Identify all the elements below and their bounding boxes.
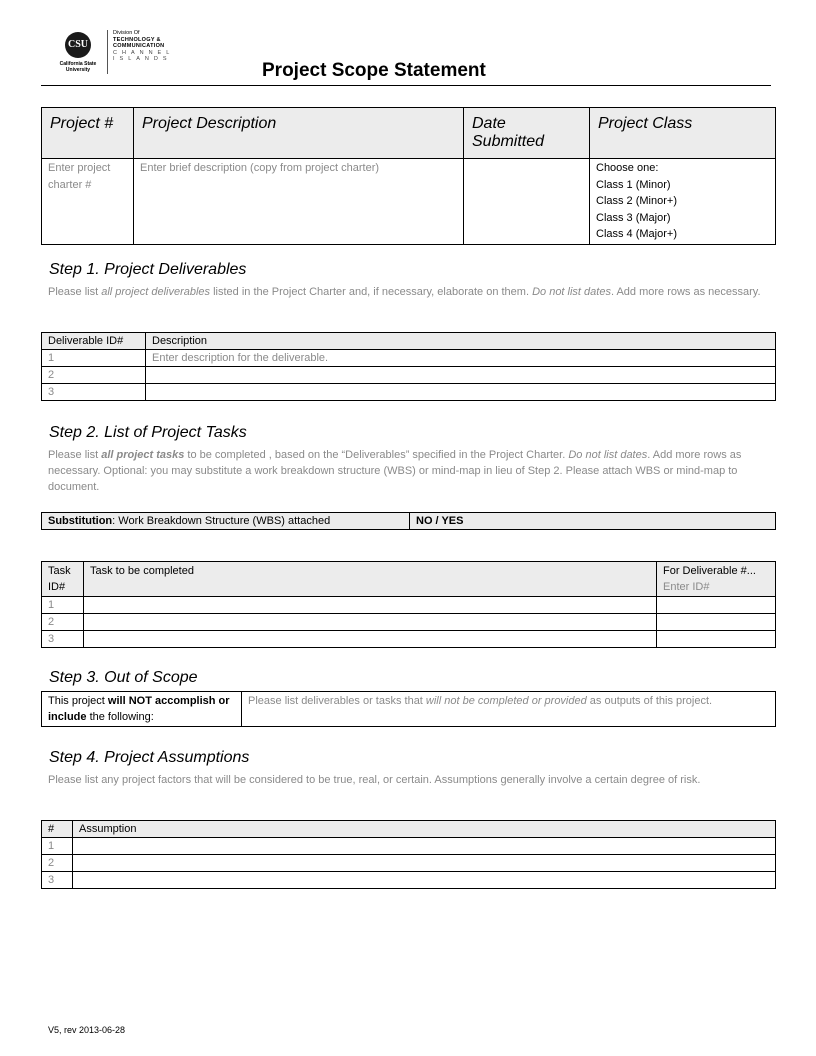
step2-heading: Step 2. List of Project Tasks — [49, 424, 247, 441]
task-cell[interactable] — [84, 614, 657, 631]
deliverable-id-cell: 2 — [42, 367, 146, 384]
header-project-class: Project Class — [590, 108, 776, 159]
task-id-cell: 1 — [42, 597, 84, 614]
class-option[interactable]: Class 3 (Major) — [596, 211, 671, 224]
header-deliverable-id: Deliverable ID# — [42, 333, 146, 350]
out-of-scope-label: This project will NOT accomplish or include the following: — [42, 692, 242, 727]
deliverable-description-cell[interactable]: Enter description for the deliverable. — [146, 350, 776, 367]
step2-instructions: Please list all project tasks to be completed , based on the “Deliverables” specified in the Project Charter. Do not list dates. Add more rows as necessary. Optional: you may substitute a work breakdown structure (WBS) or mind-map in lieu of Step 2. Please attach WBS or mind-map to document. — [48, 449, 742, 493]
project-class-field[interactable] — [590, 159, 776, 245]
assumption-id-cell: 3 — [42, 872, 73, 889]
substitution-choice[interactable]: NO / YES — [410, 513, 776, 530]
project-description-field[interactable]: Enter brief description (copy from project charter) — [134, 159, 464, 245]
class-intro: Choose one: — [596, 162, 659, 174]
tasks-table — [41, 561, 776, 648]
logo-line4: ISLANDS — [113, 56, 172, 62]
csu-logo — [55, 30, 195, 78]
class-option[interactable]: Class 1 (Minor) — [596, 178, 671, 191]
task-id-cell: 2 — [42, 614, 84, 631]
out-of-scope-field[interactable]: Please list deliverables or tasks that will not be completed or provided as outputs of this project. — [242, 692, 776, 727]
header-assumption: Assumption — [73, 821, 776, 838]
step1-instructions: Please list all project deliverables listed in the Project Charter and, if necessary, elaborate on them. Do not list dates. Add more rows as necessary. — [48, 286, 761, 298]
table-row — [42, 384, 776, 401]
version-footer: V5, rev 2013-06-28 — [48, 1025, 126, 1035]
deliverable-description-cell[interactable] — [146, 367, 776, 384]
substitution-label: Substitution: Work Breakdown Structure (WBS) attached — [42, 513, 410, 530]
step3-heading: Step 3. Out of Scope — [49, 669, 198, 686]
deliverable-id-cell: 3 — [42, 384, 146, 401]
task-deliverable-cell[interactable] — [657, 597, 776, 614]
assumptions-table — [41, 820, 776, 889]
task-deliverable-cell[interactable] — [657, 631, 776, 648]
table-row — [42, 614, 776, 631]
header-task-id: Task ID# — [42, 562, 84, 597]
assumption-cell[interactable] — [73, 872, 776, 889]
task-cell[interactable] — [84, 631, 657, 648]
logo-line1: TECHNOLOGY & — [113, 36, 161, 43]
logo-line2: COMMUNICATION — [113, 43, 165, 49]
logo-division-text — [113, 30, 174, 63]
deliverable-id-cell: 1 — [42, 350, 146, 367]
step1-heading: Step 1. Project Deliverables — [49, 261, 247, 278]
header-project-description: Project Description — [134, 108, 464, 159]
date-submitted-field[interactable] — [464, 159, 590, 245]
task-id-cell: 3 — [42, 631, 84, 648]
title-divider — [41, 85, 771, 86]
logo-division: Division Of — [113, 30, 140, 36]
table-row — [42, 838, 776, 855]
header-for-deliverable: For Deliverable #... Enter ID# — [657, 562, 776, 597]
deliverables-table — [41, 332, 776, 401]
project-info-table — [41, 107, 776, 245]
table-row — [42, 350, 776, 367]
task-deliverable-cell[interactable] — [657, 614, 776, 631]
deliverable-id-hint: Enter ID# — [663, 581, 710, 593]
assumption-cell[interactable] — [73, 855, 776, 872]
table-row — [42, 855, 776, 872]
table-row — [42, 631, 776, 648]
assumption-id-cell: 2 — [42, 855, 73, 872]
logo-line3: CHANNEL — [113, 49, 175, 56]
project-number-field[interactable]: Enter project charter # — [42, 159, 134, 245]
header-date-submitted: Date Submitted — [464, 108, 590, 159]
table-row — [42, 872, 776, 889]
assumption-cell[interactable] — [73, 838, 776, 855]
logo-divider — [107, 30, 108, 74]
table-row — [42, 367, 776, 384]
assumption-id-cell: 1 — [42, 838, 73, 855]
wbs-substitution-table — [41, 512, 776, 530]
csu-seal-icon: CSU — [65, 32, 91, 58]
class-option[interactable]: Class 2 (Minor+) — [596, 195, 677, 207]
page-title: Project Scope Statement — [262, 60, 486, 81]
header-project-number: Project # — [42, 108, 134, 159]
class-option[interactable]: Class 4 (Major+) — [596, 228, 677, 240]
step4-instructions: Please list any project factors that will be considered to be true, real, or certain. Assumptions generally involve a certain degree of risk. — [48, 774, 701, 786]
header-description: Description — [146, 333, 776, 350]
deliverable-description-cell[interactable] — [146, 384, 776, 401]
step4-heading: Step 4. Project Assumptions — [49, 749, 250, 766]
out-of-scope-table — [41, 691, 776, 727]
header-task: Task to be completed — [84, 562, 657, 597]
task-cell[interactable] — [84, 597, 657, 614]
table-row — [42, 597, 776, 614]
logo-university: California State University — [59, 61, 97, 73]
header-assumption-number: # — [42, 821, 73, 838]
